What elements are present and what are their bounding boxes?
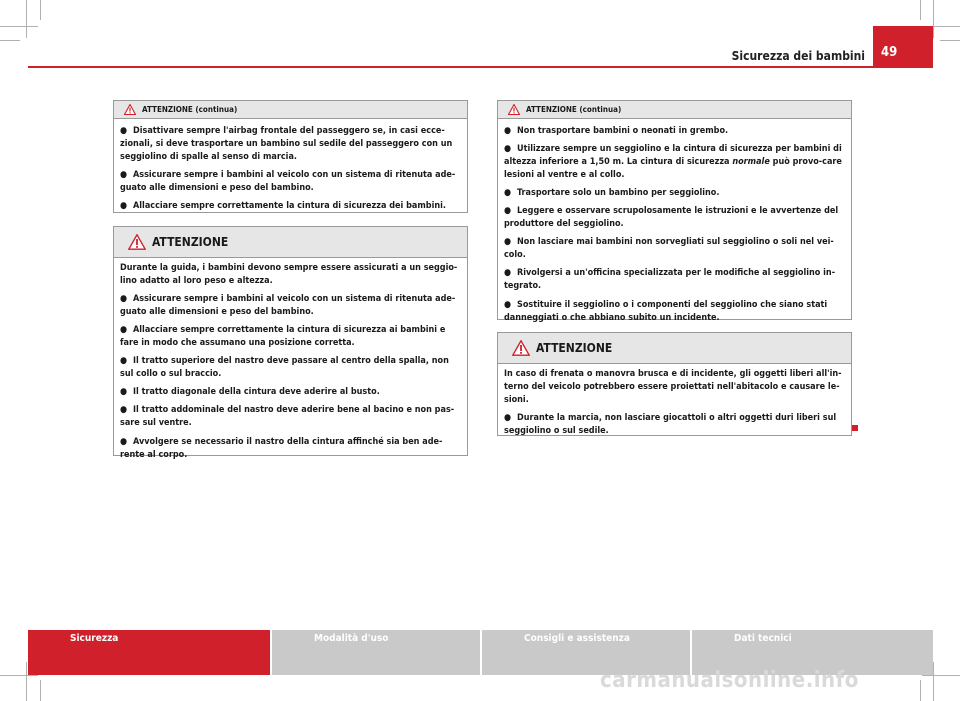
list-item — [504, 236, 845, 262]
warning-box-header — [114, 227, 467, 258]
warning-box-header — [114, 101, 467, 119]
warning-box-title: ATTENZIONE — [536, 341, 613, 355]
emphasis-text: normale — [732, 157, 770, 168]
footer-tab-label: Dati tecnici — [734, 633, 792, 644]
text-segment: può provo-care lesioni al ventre e al collo. — [504, 157, 842, 181]
bullet-icon: ● — [504, 237, 512, 248]
list-item — [504, 143, 845, 182]
crop-mark — [933, 0, 934, 38]
footer-tab-label: Modalità d'uso — [314, 633, 389, 644]
bullet-icon: ● — [120, 126, 128, 136]
list-item — [504, 125, 845, 138]
warning-box-left — [113, 226, 468, 460]
bullet-icon: ● — [120, 405, 128, 416]
list-item — [120, 324, 461, 350]
list-item — [120, 125, 461, 164]
list-item-text: Disattivare sempre l'airbag frontale del passeggero se, in casi ecce-zionali, si deve trasportare un bambino sul sedile del passeggero con un seggiolino di spalle al senso di marcia. — [120, 126, 453, 163]
list-item — [504, 267, 845, 293]
list-item — [120, 293, 461, 319]
warning-box-title: ATTENZIONE (continua) — [142, 105, 238, 114]
bullet-icon: ● — [120, 356, 128, 367]
warning-box-title: ATTENZIONE (continua) — [526, 105, 622, 114]
crop-mark — [0, 40, 20, 41]
crop-mark — [40, 680, 41, 701]
warning-box-continued-right — [497, 100, 852, 323]
crop-mark — [0, 26, 38, 27]
list-item — [504, 299, 845, 325]
crop-mark — [920, 680, 921, 701]
list-item-text: Sostituire il seggiolino o i componenti del seggiolino che siano stati danneggiati o che abbiano subito un incidente. — [504, 299, 828, 323]
bullet-icon: ● — [120, 325, 128, 336]
list-item-text: Assicurare sempre i bambini al veicolo con un sistema di ritenuta ade-guato alle dimensioni e peso del bambino. — [120, 170, 456, 194]
list-item-text: Assicurare sempre i bambini al veicolo con un sistema di ritenuta ade-guato alle dimensioni e peso del bambino. — [120, 294, 456, 318]
bullet-icon: ● — [120, 201, 128, 212]
list-item — [120, 169, 461, 195]
warning-box-right — [497, 332, 852, 436]
warning-box-header — [498, 333, 851, 364]
list-item-text: Il tratto addominale del nastro deve aderire bene al bacino e non pas-sare sul ventre. — [120, 405, 455, 429]
list-item — [504, 412, 845, 438]
bullet-icon: ● — [504, 413, 512, 424]
bullet-icon: ● — [120, 436, 128, 447]
list-item-text: Avvolgere se necessario il nastro della cintura affinché sia ben ade-rente al corpo. — [120, 436, 443, 460]
warning-box-body — [498, 364, 851, 447]
list-item-text: Leggere e osservare scrupolosamente le istruzioni e le avvertenze del produttore del seggiolino. — [504, 206, 839, 230]
list-item — [120, 436, 461, 462]
warning-box-body — [114, 119, 467, 222]
list-item — [120, 200, 461, 213]
warning-intro: In caso di frenata o manovra brusca e di incidente, gli oggetti liberi all'in-terno del veicolo potrebbero essere proiettati nell'abitacolo e causare le-sioni. — [504, 369, 842, 406]
crop-mark — [922, 675, 960, 676]
crop-mark — [40, 0, 41, 20]
list-item-text: Trasportare solo un bambino per seggiolino. — [517, 188, 720, 199]
warning-box-header — [498, 101, 851, 119]
warning-box-continued-left — [113, 100, 468, 213]
section-end-marker — [852, 425, 858, 431]
text-segment: Utilizzare sempre un seggiolino e la cintura di sicurezza per bambini di altezza inferiore a 1,50 m. La cintura di sicurezza — [504, 144, 842, 168]
list-item-text: Rivolgersi a un'officina specializzata per le modifiche al seggiolino in-tegrato. — [504, 268, 836, 292]
page-number — [873, 26, 933, 66]
list-item-text: Allacciare sempre correttamente la cintura di sicurezza ai bambini e fare in modo che assumano una posizione corretta. — [120, 325, 446, 349]
footer-tab-label: Sicurezza — [70, 633, 119, 644]
list-item — [120, 386, 461, 399]
bullet-icon: ● — [504, 126, 512, 136]
bullet-icon: ● — [120, 294, 128, 305]
page-number-label: 49 — [881, 45, 898, 60]
warning-triangle-icon — [128, 234, 146, 250]
crop-mark — [26, 662, 27, 701]
crop-mark — [920, 0, 921, 20]
footer-tab-label: Consigli e assistenza — [524, 633, 630, 644]
warning-box-body — [498, 119, 851, 334]
bullet-icon: ● — [120, 170, 128, 181]
header-rule — [28, 66, 933, 68]
bullet-icon: ● — [504, 268, 512, 279]
crop-mark — [940, 40, 960, 41]
warning-triangle-icon — [508, 104, 520, 115]
list-item — [120, 404, 461, 430]
footer-tab-modalita-uso[interactable] — [272, 630, 480, 675]
list-item — [120, 355, 461, 381]
warning-triangle-icon — [512, 340, 530, 356]
list-item-text: Il tratto superiore del nastro deve passare al centro della spalla, non sul collo o sul braccio. — [120, 356, 449, 380]
list-item-text: Allacciare sempre correttamente la cintura di sicurezza dei bambini. — [133, 201, 446, 212]
warning-box-title: ATTENZIONE — [152, 235, 229, 249]
warning-triangle-icon — [124, 104, 136, 115]
bullet-icon: ● — [120, 387, 128, 398]
list-item-text — [504, 144, 842, 180]
list-item — [504, 205, 845, 231]
warning-intro: Durante la guida, i bambini devono sempre essere assicurati a un seggio-lino adatto al loro peso e altezza. — [120, 263, 458, 287]
warning-box-body — [114, 258, 467, 471]
list-item-text: Non lasciare mai bambini non sorvegliati sul seggiolino o soli nel vei-colo. — [504, 237, 834, 261]
bullet-icon: ● — [504, 188, 512, 199]
list-item-text: Il tratto diagonale della cintura deve aderire al busto. — [133, 387, 380, 398]
crop-mark — [933, 662, 934, 701]
list-item — [504, 187, 845, 200]
bullet-icon: ● — [504, 299, 512, 310]
crop-mark — [26, 0, 27, 38]
footer-tab-sicurezza[interactable] — [28, 630, 270, 675]
list-item-text: Durante la marcia, non lasciare giocattoli o altri oggetti duri liberi sul seggiolino o sul sedile. — [504, 413, 837, 437]
crop-mark — [0, 675, 38, 676]
list-item-text: Non trasportare bambini o neonati in grembo. — [517, 126, 729, 136]
watermark: carmanualsonline.info — [600, 668, 859, 693]
bullet-icon: ● — [504, 144, 512, 155]
chapter-title: Sicurezza dei bambini — [731, 49, 865, 63]
bullet-icon: ● — [504, 206, 512, 217]
